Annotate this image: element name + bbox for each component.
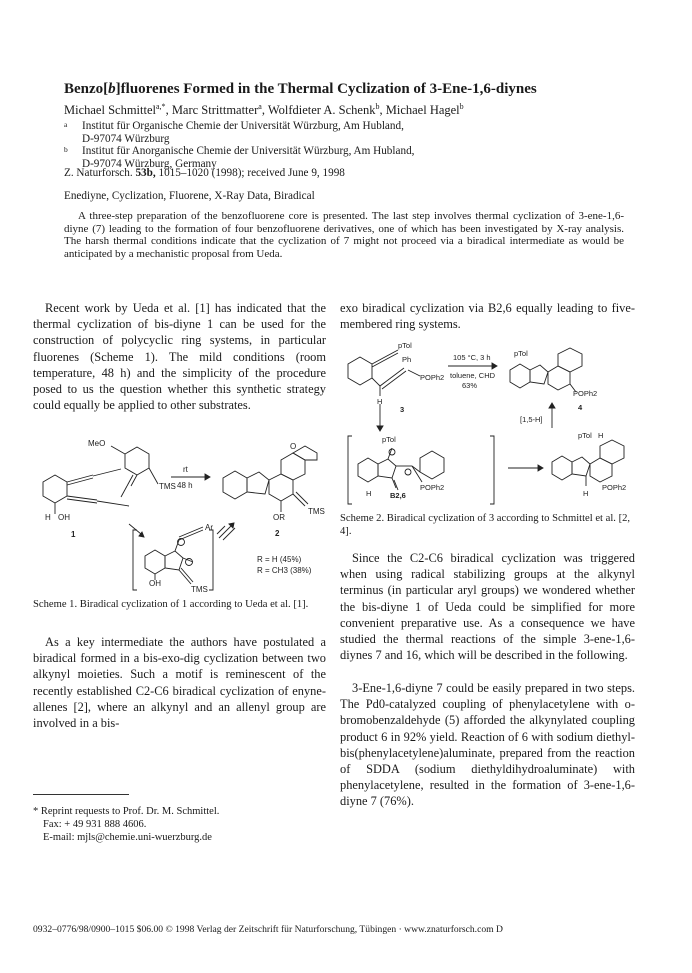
scheme2-label-poph2-biradical: POPh2 bbox=[420, 483, 445, 492]
footnote bbox=[33, 805, 326, 844]
scheme1-product-ring-2 bbox=[247, 472, 269, 494]
scheme2-label-poph2-final: POPh2 bbox=[602, 483, 627, 492]
scheme2-condition-solvent: toluene, CHD bbox=[450, 371, 496, 380]
scheme2-label-ptol-biradical: pTol bbox=[382, 435, 396, 444]
scheme2-label-poph2: POPh2 bbox=[420, 373, 445, 382]
scheme2-compound4-ring-3 bbox=[548, 366, 570, 390]
scheme-2-figure bbox=[340, 338, 635, 508]
scheme1-product-ring-4 bbox=[281, 453, 305, 480]
scheme-1-caption: Scheme 1. Biradical cyclization of 1 according to Ueda et al. [1]. bbox=[33, 599, 309, 610]
scheme2-label-h: H bbox=[377, 397, 383, 406]
scheme2-label-poph2-product4: POPh2 bbox=[573, 389, 598, 398]
scheme1-label-rt: rt bbox=[183, 465, 188, 474]
scheme1-intermediate-ring-2 bbox=[165, 551, 183, 570]
scheme1-label-tms-intermediate: TMS bbox=[191, 585, 208, 594]
scheme2-product-ring-2 bbox=[572, 457, 590, 476]
scheme1-label-time: 48 h bbox=[177, 481, 193, 490]
scheme2-compound3-ring bbox=[348, 357, 372, 385]
scheme2-compound4-ring-2 bbox=[530, 365, 548, 384]
scheme1-label-tms: TMS bbox=[159, 482, 176, 491]
citation-line: Z. Naturforsch. 53b, 1015–1020 (1998); received June 9, 1998 bbox=[64, 167, 345, 179]
left-paragraph-1: Recent work by Ueda et al. [1] has indicated that the thermal cyclization of bis-diyne 1 can be used for the construction of polycyclic ring systems, in particular fluorenes (Scheme 1). The mild conditions (room temperature, 48 h) and the simplicity of the procedure posed to us the question whether this synthetic strategy could equally be applied to other substrates. bbox=[33, 301, 326, 413]
paper-page: Benzo[b]fluorenes Formed in the Thermal Cyclization of 3-Ene-1,6-diynes Michael Schmittel$^{a,*}$, Marc Strittmatter$^a$, Wolfdieter A. Schenk$^b$, Michael Hagel$^b$ a Institut für Organische Chemie der Universität Würzburg, Am Hubland, D-97074 Würzburg b Institut für Anorganische Chemie der Universität Würzburg, Am Hubland, D-97074 Würzburg, Germany Z. Naturforsch. 53b, 1015–1020 (1998); received June 9, 1998 Enediyne, Cyclization, Fluorene, X-Ray Data, Biradical A three-step preparation of the benzofluorene core is presented. The last step involves thermal cyclization of 3-ene-1,6-diyne (7) leading to the formation of four benzofluorene derivatives, one of which has been investigated by X-ray analysis. The harsh thermal conditions indicate that the cyclization of 7 might not proceed via a biradical intermediate as would be anticipated by a mechanistic proposal from Ueda. Recent work by Ueda et al. [1] has indicated that the thermal cyclization of bis-diyne 1 can be used for the construction of polycyclic ring systems, in particular fluorenes (Scheme 1). The mild conditions (room temperature, 48 h) and the simplicity of the procedure posed to us the question whether this synthetic strategy could equally be applied to other substrates. MeO TMS rt 48 h H OH 1 2 OR TMS O Ar OH TMS R = H (45%) R = CH3 (38%) Scheme 1. Biradical cyclization of 1 according to Ueda et al. [1]. As a key intermediate the authors have postulated a biradical formed in a bis-exo-dig cyclization between two alkynyl moieties. Such a motif is reminescent of the recently established C2-C6 biradical cyclization of enyne-allenes [2], where an alkynyl and an allenyl group are involved in a bis- * Reprint requests to Prof. Dr. M. Schmittel. Fax: + 49 931 888 4606. E-mail: mjls@chemie.uni-wuerzburg.de exo biradical cyclization via B2,6 equally leading to five-membered ring systems. pTol Ph POPh2 H 3 105 °C, 3 h toluene, CHD 63% pTol POPh2 4 [1,5-H] pTol POPh2 H B2,6 pTol H POPh2 H Scheme 2. Biradical cyclization of 3 according to Schmittel et al. [2, 4]. Since the C2-C6 biradical cyclization was triggered when using radical stabilizing groups at the alkynyl terminus (in particular aryl groups) we wondered whether the bis-diyne 1 of Ueda could be simplified for more convenient preparative use. As a consequence we have studied the thermal reactions of the simple 3-ene-1,6-diynes 7 and 16, which will be described in the following. 3-Ene-1,6-diyne 7 could be easily prepared in two steps. The Pd0-catalyzed coupling of phenylacetylene with o-bromobenzaldehyde (5) afforded the alkynylated coupling product 6 in 92% yield. Reaction of 6 with sodium diethyl-bis(phenylacetylene)aluminate, prepared from the reaction of SDDA (sodium diethyldihydroaluminate) with phenylacetylene, resulted in the formation of 3-ene-1,6-diyne 7 (76%). 0932–0776/98/0900–1015 $06.00 © 1998 Verlag der Zeitschrift für Naturforschung, Tübingen · www.znaturforsch.com D bbox=[0, 0, 692, 973]
scheme-1-figure bbox=[33, 434, 326, 594]
scheme1-label-h: H bbox=[45, 513, 51, 522]
right-paragraph-2: Since the C2-C6 biradical cyclization was triggered when using radical stabilizing groups at the alkynyl terminus (in particular aryl groups) we wondered whether the bis-diyne 1 of Ueda could be simplified for more convenient preparative use. As a consequence we have studied the thermal reactions of the simple 3-ene-1,6-diynes 7 and 16, which will be described in the following. bbox=[340, 551, 635, 663]
scheme-2-caption: Scheme 2. Biradical cyclization of 3 according to Schmittel et al. [2, 4]. bbox=[340, 513, 631, 537]
scheme2-label-ptol-final: pTol bbox=[578, 431, 592, 440]
scheme2-compound4-ring-4 bbox=[558, 348, 582, 372]
scheme1-intermediate-ring-1 bbox=[145, 550, 165, 574]
scheme1-compound-1: 1 bbox=[71, 530, 76, 539]
right-paragraph-1: exo biradical cyclization via B2,6 equally leading to five-membered ring systems. bbox=[340, 301, 635, 332]
scheme2-biradical-ring-3 bbox=[420, 451, 444, 479]
scheme1-label-r-ch3: R = CH3 (38%) bbox=[257, 566, 312, 575]
scheme1-label-oh-intermediate: OH bbox=[149, 579, 161, 588]
author-list: Michael Schmittel$^{a,*}$, Marc Strittmatter$^a$, Wolfdieter A. Schenk$^b$, Michael Hagel$^b$ bbox=[64, 102, 464, 118]
scheme1-label-tms-product: TMS bbox=[308, 507, 325, 516]
scheme2-label-h-final-bottom: H bbox=[583, 489, 589, 498]
scheme1-product-ring-1 bbox=[223, 471, 247, 499]
scheme1-label-oh: OH bbox=[58, 513, 70, 522]
scheme2-condition-temp: 105 °C, 3 h bbox=[453, 353, 491, 362]
abstract: A three-step preparation of the benzofluorene core is presented. The last step involves thermal cyclization of 3-ene-1,6-diyne (7) leading to the formation of four benzofluorene derivatives, one of which has been investigated by X-ray analysis. The harsh thermal conditions indicate that the cyclization of 7 might not proceed via a biradical intermediate as would be anticipated by a mechanistic proposal from Ueda. bbox=[64, 210, 624, 260]
scheme2-compound-3: 3 bbox=[400, 405, 405, 414]
scheme2-compound-4: 4 bbox=[578, 403, 583, 412]
scheme2-compound4-ring-1 bbox=[510, 364, 530, 388]
scheme1-compound-2: 2 bbox=[275, 529, 280, 538]
scheme2-condition-yield: 63% bbox=[462, 381, 478, 390]
footnote-fax: Fax: + 49 931 888 4606. bbox=[43, 819, 147, 830]
keywords: Enediyne, Cyclization, Fluorene, X-Ray Data, Biradical bbox=[64, 190, 315, 202]
scheme2-product-ring-1 bbox=[552, 456, 572, 480]
scheme2-product-ring-3 bbox=[590, 458, 612, 482]
scheme1-label-meo: MeO bbox=[88, 439, 106, 448]
scheme1-label-o: O bbox=[290, 442, 297, 451]
footnote-rule bbox=[33, 794, 129, 795]
scheme2-label-15h-shift: [1,5-H] bbox=[520, 415, 543, 424]
scheme1-label-ar: Ar bbox=[205, 523, 213, 532]
scheme2-biradical-ring-2 bbox=[378, 459, 396, 478]
scheme2-label-h-biradical: H bbox=[366, 489, 372, 498]
footnote-email: E-mail: mjls@chemie.uni-wuerzburg.de bbox=[43, 832, 212, 843]
scheme1-label-or: OR bbox=[273, 513, 285, 522]
footnote-reprint: * Reprint requests to Prof. Dr. M. Schmittel. bbox=[33, 806, 220, 817]
scheme2-label-b26: B2,6 bbox=[390, 491, 406, 500]
scheme2-label-ptol-product4: pTol bbox=[514, 349, 528, 358]
scheme1-benzene-top bbox=[125, 447, 149, 475]
scheme1-label-r-h: R = H (45%) bbox=[257, 555, 302, 564]
right-paragraph-3: 3-Ene-1,6-diyne 7 could be easily prepared in two steps. The Pd0-catalyzed coupling of phenylacetylene with o-bromobenzaldehyde (5) afforded the alkynylated coupling product 6 in 92% yield. Reaction of 6 with sodium diethyl-bis(phenylacetylene)aluminate, prepared from the reaction of SDDA (sodium diethyldihydroaluminate) with phenylacetylene, resulted in the formation of 3-ene-1,6-diyne 7 (76%). bbox=[340, 681, 635, 809]
scheme1-benzene-left bbox=[43, 475, 67, 503]
scheme2-biradical-ring-1 bbox=[358, 458, 378, 482]
scheme2-label-ph: Ph bbox=[402, 355, 412, 364]
scheme2-label-h-final-top: H bbox=[598, 431, 604, 440]
article-title: Benzo[b]fluorenes Formed in the Thermal Cyclization of 3-Ene-1,6-diynes bbox=[64, 81, 537, 97]
copyright-line: 0932–0776/98/0900–1015 $06.00 © 1998 Verlag der Zeitschrift für Naturforschung, Tübingen · www.znaturforsch.com D bbox=[33, 924, 503, 935]
scheme2-label-ptol: pTol bbox=[398, 341, 412, 350]
scheme2-product-ring-4 bbox=[600, 440, 624, 464]
scheme1-product-ring-5 bbox=[293, 446, 317, 460]
left-paragraph-2: As a key intermediate the authors have postulated a biradical formed in a bis-exo-dig cyclization between two alkynyl moieties. Such a motif is reminescent of the recently established C2-C6 biradical cyclization of enyne-allenes [2], where an alkynyl and an allenyl group are involved in a bis- bbox=[33, 635, 326, 731]
